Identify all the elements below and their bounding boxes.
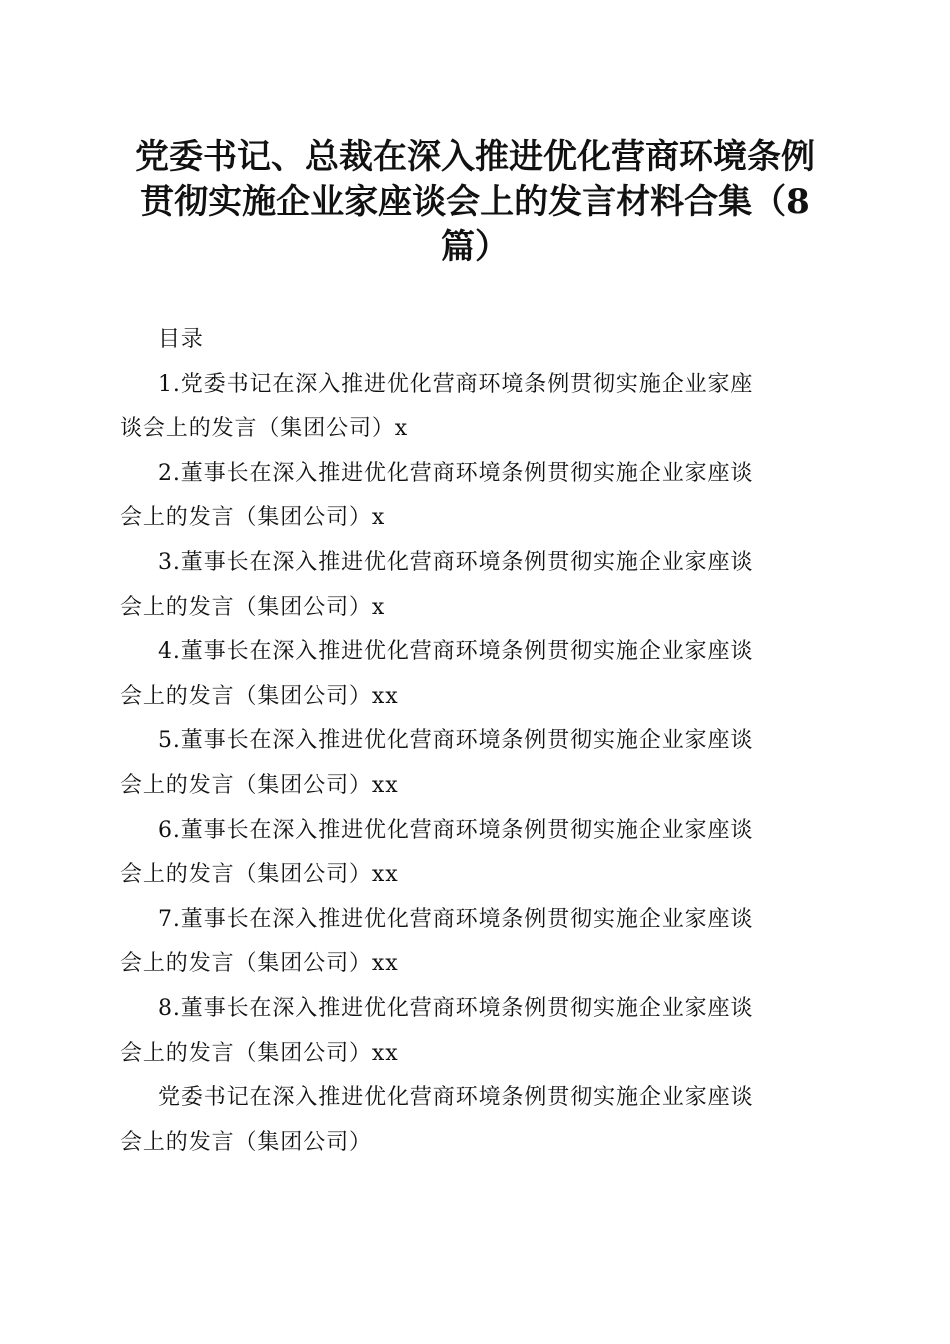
title-line: 党委书记、总裁在深入推进优化营商环境条例 [135, 137, 815, 177]
toc-item-line: 5.董事长在深入推进优化营商环境条例贯彻实施企业家座谈 [158, 728, 754, 754]
toc-item-line: 会上的发言（集团公司）x [120, 505, 386, 531]
toc-item-line: 谈会上的发言（集团公司）x [120, 416, 409, 442]
toc-item-line: 3.董事长在深入推进优化营商环境条例贯彻实施企业家座谈 [158, 549, 754, 575]
toc-item [120, 987, 830, 1076]
toc-item-line: 会上的发言（集团公司）xx [120, 1040, 399, 1066]
toc-item-line: 会上的发言（集团公司）xx [120, 683, 399, 709]
toc-item [120, 541, 830, 630]
toc-item-line: 8.董事长在深入推进优化营商环境条例贯彻实施企业家座谈 [158, 995, 754, 1021]
toc-item-line: 7.董事长在深入推进优化营商环境条例贯彻实施企业家座谈 [158, 906, 754, 932]
toc-item [120, 452, 830, 541]
section-heading-line: 会上的发言（集团公司） [120, 1129, 372, 1155]
toc-item-line: 1.党委书记在深入推进优化营商环境条例贯彻实施企业家座 [158, 371, 754, 397]
toc-item-line: 4.董事长在深入推进优化营商环境条例贯彻实施企业家座谈 [158, 639, 754, 665]
toc-item-line: 6.董事长在深入推进优化营商环境条例贯彻实施企业家座谈 [158, 817, 754, 843]
toc-item-line: 会上的发言（集团公司）xx [120, 862, 399, 888]
section-heading [120, 1076, 830, 1165]
toc-item-line: 会上的发言（集团公司）x [120, 594, 386, 620]
title-line: 篇） [441, 227, 509, 267]
toc-item [120, 719, 830, 808]
toc-item-line: 会上的发言（集团公司）xx [120, 772, 399, 798]
toc-item-line: 会上的发言（集团公司）xx [120, 951, 399, 977]
toc-item [120, 630, 830, 719]
document-title [110, 135, 840, 270]
section-heading-line: 党委书记在深入推进优化营商环境条例贯彻实施企业家座谈 [158, 1085, 754, 1111]
toc-item [120, 363, 830, 452]
toc-item [120, 898, 830, 987]
toc-item-line: 2.董事长在深入推进优化营商环境条例贯彻实施企业家座谈 [158, 460, 754, 486]
toc-item [120, 809, 830, 898]
toc-heading: 目录 [158, 327, 204, 352]
title-line: 贯彻实施企业家座谈会上的发言材料合集（8 [140, 182, 810, 222]
document-body [120, 318, 830, 1165]
